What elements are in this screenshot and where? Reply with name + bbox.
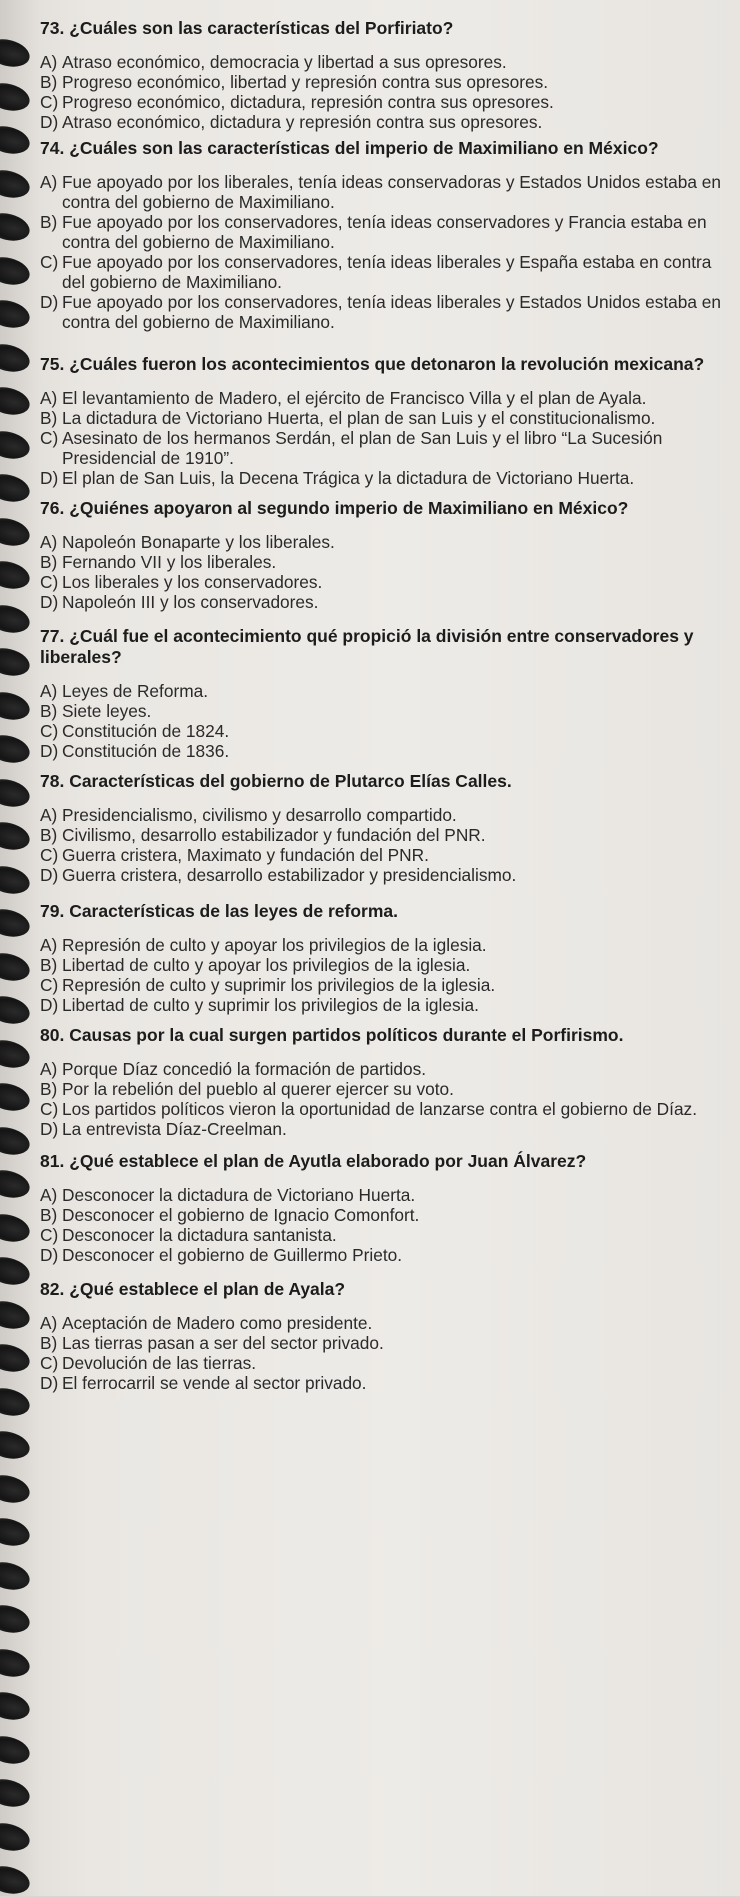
option-letter: B) [40,1205,58,1225]
option-letter: C) [40,721,59,741]
answer-option [40,468,730,488]
option-text: Guerra cristera, desarrollo estabilizador y presidencialismo. [62,865,517,885]
option-text: Desconocer el gobierno de Ignacio Comonfort. [62,1205,420,1225]
binding-hole [0,470,32,506]
option-letter: B) [40,212,58,232]
binding-hole [0,557,32,593]
answer-option [40,995,730,1015]
binding-hole [0,1166,32,1202]
answer-option [40,532,730,552]
option-text: Libertad de culto y suprimir los privilegios de la iglesia. [62,995,479,1015]
option-letter: C) [40,92,59,112]
binding-hole [0,1297,32,1333]
option-text: Represión de culto y apoyar los privilegios de la iglesia. [62,935,487,955]
question-title: 78. Características del gobierno de Plutarco Elías Calles. [40,771,512,791]
binding-hole [0,1601,32,1637]
binding-hole [0,1645,32,1681]
option-text: El plan de San Luis, la Decena Trágica y la dictadura de Victoriano Huerta. [62,468,635,488]
binding-hole [0,122,32,158]
option-letter: D) [40,1119,59,1139]
binding-hole [0,775,32,811]
question-title: 73. ¿Cuáles son las características del Porfiriato? [40,18,454,38]
option-text: Napoleón Bonaparte y los liberales. [62,532,335,552]
binding-hole [0,949,32,985]
option-text: Progreso económico, dictadura, represión contra sus opresores. [62,92,554,112]
answer-options [40,1059,730,1139]
option-letter: C) [40,1353,59,1373]
option-letter: A) [40,532,58,552]
answer-options [40,935,730,1015]
answer-option [40,721,730,741]
option-letter: B) [40,701,58,721]
question-title: 74. ¿Cuáles son las características del imperio de Maximiliano en México? [40,138,659,158]
option-letter: B) [40,1333,58,1353]
answer-options [40,681,730,761]
answer-option [40,1119,730,1139]
answer-options [40,805,730,885]
answer-option [40,112,730,132]
binding-hole [0,383,32,419]
binding-hole [0,1123,32,1159]
option-letter: B) [40,955,58,975]
option-letter: C) [40,1225,59,1245]
answer-option [40,292,730,332]
answer-option [40,1225,730,1245]
binding-hole [0,514,32,550]
option-letter: A) [40,1185,58,1205]
answer-option [40,572,730,592]
option-text: Los partidos políticos vieron la oportunidad de lanzarse contra el gobierno de Díaz. [62,1099,697,1119]
answer-options [40,532,730,612]
answer-option [40,681,730,701]
answer-option [40,1313,730,1333]
binding-hole [0,1819,32,1855]
option-text: Fue apoyado por los conservadores, tenía ideas liberales y España estaba en contra del gobierno de Maximiliano. [62,252,712,292]
question-title: 80. Causas por la cual surgen partidos políticos durante el Porfirismo. [40,1025,624,1045]
answer-option [40,1185,730,1205]
option-text: Aceptación de Madero como presidente. [62,1313,373,1333]
answer-option [40,1099,730,1119]
answer-option [40,72,730,92]
question-title: 82. ¿Qué establece el plan de Ayala? [40,1279,346,1299]
option-text: Guerra cristera, Maximato y fundación del PNR. [62,845,429,865]
option-text: Fue apoyado por los liberales, tenía ideas conservadoras y Estados Unidos estaba en contra del gobierno de Maximiliano. [62,172,722,212]
answer-option [40,935,730,955]
question-block [40,498,730,612]
option-letter: D) [40,292,59,312]
binding-hole [0,644,32,680]
question-title: 79. Características de las leyes de reforma. [40,901,398,921]
answer-option [40,428,730,468]
option-text: Atraso económico, dictadura y represión contra sus opresores. [62,112,543,132]
option-text: La dictadura de Victoriano Huerta, el plan de san Luis y el constitucionalismo. [62,408,656,428]
question-block [40,1151,730,1265]
binding-hole [0,1079,32,1115]
option-letter: B) [40,408,58,428]
answer-option [40,1353,730,1373]
binding-hole [0,253,32,289]
question-list [40,18,730,1405]
binding-hole [0,296,32,332]
option-text: Constitución de 1824. [62,721,230,741]
option-text: Leyes de Reforma. [62,681,209,701]
option-letter: A) [40,681,58,701]
binding-hole [0,340,32,376]
binding-hole [0,1688,32,1724]
option-text: Desconocer la dictadura santanista. [62,1225,337,1245]
answer-option [40,1205,730,1225]
option-letter: B) [40,825,58,845]
binding-hole [0,79,32,115]
option-text: Desconocer el gobierno de Guillermo Prieto. [62,1245,403,1265]
option-text: Devolución de las tierras. [62,1353,257,1373]
option-text: Las tierras pasan a ser del sector privado. [62,1333,384,1353]
binding-hole [0,427,32,463]
question-block [40,1279,730,1393]
answer-option [40,552,730,572]
option-text: Progreso económico, libertad y represión contra sus opresores. [62,72,549,92]
answer-option [40,701,730,721]
answer-options [40,52,730,132]
question-title: 81. ¿Qué establece el plan de Ayutla elaborado por Juan Álvarez? [40,1151,587,1171]
answer-option [40,845,730,865]
question-block [40,626,730,761]
answer-option [40,408,730,428]
question-title: 75. ¿Cuáles fueron los acontecimientos que detonaron la revolución mexicana? [40,354,705,374]
option-letter: D) [40,1373,59,1393]
binding-hole [0,992,32,1028]
option-text: Fernando VII y los liberales. [62,552,277,572]
binding-hole [0,166,32,202]
option-letter: D) [40,1245,59,1265]
binding-hole [0,35,32,71]
option-text: La entrevista Díaz-Creelman. [62,1119,287,1139]
binding-hole [0,905,32,941]
answer-option [40,865,730,885]
binding-hole [0,1384,32,1420]
binding-hole [0,1471,32,1507]
option-letter: A) [40,52,58,72]
option-text: El levantamiento de Madero, el ejército de Francisco Villa y el plan de Ayala. [62,388,647,408]
binding-hole [0,1210,32,1246]
option-text: Por la rebelión del pueblo al querer ejercer su voto. [62,1079,454,1099]
question-block [40,901,730,1015]
binding-hole [0,1732,32,1768]
answer-option [40,592,730,612]
option-text: Napoleón III y los conservadores. [62,592,319,612]
question-title: 76. ¿Quiénes apoyaron al segundo imperio de Maximiliano en México? [40,498,629,518]
option-text: El ferrocarril se vende al sector privado. [62,1373,367,1393]
binding-hole [0,601,32,637]
option-letter: A) [40,388,58,408]
answer-option [40,172,730,212]
question-block [40,354,730,488]
answer-option [40,1245,730,1265]
answer-option [40,805,730,825]
binding-hole [0,731,32,767]
binding-hole [0,1862,32,1898]
binding-hole [0,1775,32,1811]
option-letter: D) [40,865,59,885]
option-letter: B) [40,72,58,92]
question-title: 77. ¿Cuál fue el acontecimiento qué propició la división entre conservadores y liberales? [40,626,694,667]
option-letter: B) [40,1079,58,1099]
answer-option [40,252,730,292]
answer-option [40,1373,730,1393]
answer-option [40,212,730,252]
option-letter: D) [40,741,59,761]
option-letter: C) [40,975,59,995]
answer-options [40,1185,730,1265]
option-letter: A) [40,805,58,825]
answer-option [40,825,730,845]
option-text: Atraso económico, democracia y libertad a sus opresores. [62,52,507,72]
binding-hole [0,1427,32,1463]
option-text: Siete leyes. [62,701,152,721]
binding-hole [0,1253,32,1289]
binding-hole [0,209,32,245]
option-letter: D) [40,995,59,1015]
option-letter: D) [40,468,59,488]
question-block [40,138,730,332]
option-letter: A) [40,172,58,192]
question-block [40,18,730,132]
option-text: Porque Díaz concedió la formación de partidos. [62,1059,427,1079]
option-text: Libertad de culto y apoyar los privilegios de la iglesia. [62,955,471,975]
answer-option [40,741,730,761]
option-text: Asesinato de los hermanos Serdán, el plan de San Luis y el libro “La Sucesión Presidencial de 1910”. [62,428,663,468]
option-letter: C) [40,428,59,448]
option-letter: C) [40,252,59,272]
option-text: Represión de culto y suprimir los privilegios de la iglesia. [62,975,496,995]
option-text: Civilismo, desarrollo estabilizador y fundación del PNR. [62,825,486,845]
answer-option [40,388,730,408]
option-text: Desconocer la dictadura de Victoriano Huerta. [62,1185,416,1205]
answer-option [40,92,730,112]
option-letter: A) [40,1059,58,1079]
option-letter: C) [40,1099,59,1119]
answer-options [40,1313,730,1393]
binding-hole [0,862,32,898]
binding-hole [0,1514,32,1550]
option-letter: C) [40,845,59,865]
binding-hole [0,1558,32,1594]
question-block [40,1025,730,1139]
option-letter: D) [40,592,59,612]
binding-hole [0,818,32,854]
option-text: Los liberales y los conservadores. [62,572,323,592]
option-text: Presidencialismo, civilismo y desarrollo compartido. [62,805,457,825]
binding-hole [0,1036,32,1072]
option-text: Constitución de 1836. [62,741,230,761]
option-letter: C) [40,572,59,592]
option-letter: A) [40,935,58,955]
option-letter: B) [40,552,58,572]
option-letter: A) [40,1313,58,1333]
answer-options [40,172,730,332]
option-text: Fue apoyado por los conservadores, tenía ideas liberales y Estados Unidos estaba en contra del gobierno de Maximiliano. [62,292,722,332]
question-block [40,771,730,885]
binding-hole [0,688,32,724]
option-letter: D) [40,112,59,132]
binding-hole [0,1340,32,1376]
answer-option [40,1079,730,1099]
answer-option [40,1333,730,1353]
answer-option [40,955,730,975]
answer-option [40,975,730,995]
answer-option [40,1059,730,1079]
answer-option [40,52,730,72]
option-text: Fue apoyado por los conservadores, tenía ideas conservadores y Francia estaba en contra del gobierno de Maximiliano. [62,212,707,252]
answer-options [40,388,730,488]
